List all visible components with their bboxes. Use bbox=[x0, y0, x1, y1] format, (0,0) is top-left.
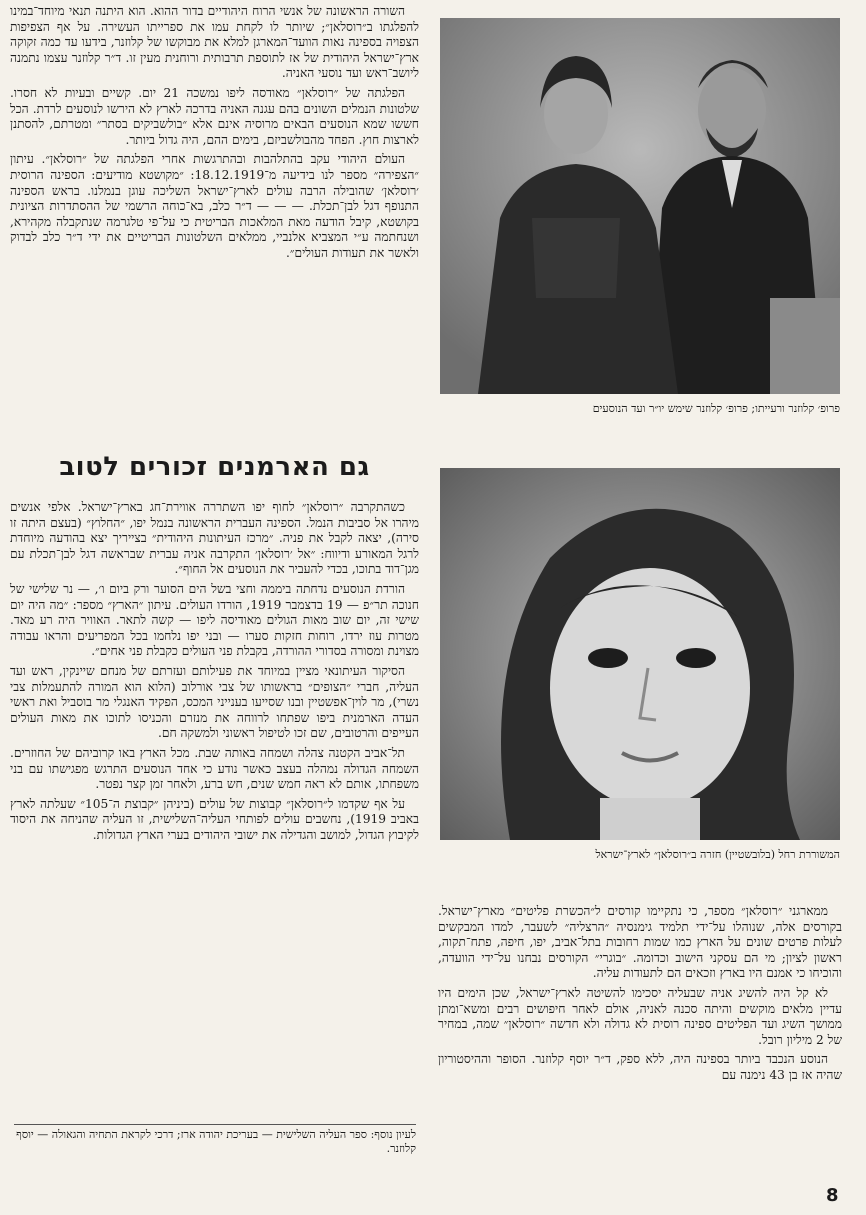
paragraph: תל־אביב הקטנה צהלה ושמחה באותה שבת. מכל הארץ באו קרוביהם של החוזרים. השמחה הגדולה נמהלה בעצב כאשר נודע כי אחד הנוסעים התרגש מפגישתו עם בני משפחתו, אותם לא ראה חמש שנים, חש ברע, ולאחר זמן קצר נפטר. bbox=[10, 745, 419, 792]
photo-caption-couple: פרופ׳ קלוזנר ורעייתו; פרופ׳ קלוזנר שימש יו״ר ועד הנוסעים bbox=[592, 402, 840, 415]
paragraph: הורדת הנוסעים נדחתה ביממה וחצי בשל הים הסוער ורק ביום ו׳, — נר שלישי של חנוכה תר״פ — 19 בדצמבר 1919, הורדו העולים. עיתון ״הארץ״ מספר: ״מה היה יום שישי זה, יום שוב מאות הגולים מאודיסה ליפו — קשה לתאר. האוויר היה רע מאד. מטרות עוז ירדו, רוחות חזקות סערו — ובני יפו נלחמו בכל המפריעים והראו עבודה מצוינת ומסורה בסדורי ההורדה, בקבלת פני העולים כקבלת פני אחים״. bbox=[10, 581, 419, 659]
footnote-divider bbox=[14, 1124, 416, 1125]
photo-poet-rachel bbox=[440, 468, 840, 840]
photo-caption-woman: המשוררת רחל (בלובשטיין) חזרה ב״רוסלאן״ לארץ־ישראל bbox=[595, 848, 840, 861]
paragraph: ממארגני ״רוסלאן״ מספר, כי נתקיימו קורסים ל״הכשרת פליטים״ מארץ־ישראל. בקורסים אלה, שנוהלו על־ידי תלמיד גימנסיה ״הרצליה״ לשעבר, למדו המבקשים לעלות פרטים שונים על הארץ כמו שמות רחובות בתל־אביב, יפו, חיפה, פתח־תקוה, ראשון לציון; מי הם עסקני הישוב וכדומה. ״בוגרי״ הקורסים נבחנו על־ידי הוועדה, והוכיחו כי אמנם היו בארץ וזכאים הם לתעודות עליה. bbox=[438, 904, 842, 981]
paragraph: כשהתקרבה ״רוסלאן״ לחוף יפו השתררה אווירת־חג בארץ־ישראל. אלפי אנשים מיהרו אל סביבות הנמל. הספינה העברית הראשונה בנמל יפו, ״החלוץ״ (בעצם היתה זו סירה), יצאה לקבל את פניה. ״מרכז העיתונות היהודית״ בצייריך יצא בהודעה מיוחדת לרגל המאורע ודיווח: ״אל ׳רוסלאן׳ התקרבה אניה עברית שבראשה דגל לבן־תכלת עם מגן־דוד בתוכו, בכדי להעביר את הנוסעים אל החוף״. bbox=[10, 500, 419, 577]
paragraph: הסיקור העיתונאי מציין במיוחד את פעילותם ועזרתם של מנחם שיינקין, ראש ועד העליה, חברי ״הצופים״ בראשותו של צבי אורלוב (הלוא הוא המורה להתעמלות צבי נשרי), מר לוין־אפשטיין ובנו שסייעו בענייני המכס, הפקיד האנגלי מר בוסביל ואת ראשי העדה הארמנית ביפו שפתחו לרווחה את מנזרם והכניסו לתוכו את מאות העולים העייפים והרטובים, שם זכו לטיפול ראשוני ולמשקה חם. bbox=[10, 663, 419, 741]
paragraph: הנוסע הנכבד ביותר בספינה היה, ללא ספק, ד״ר יוסף קלוזנר. הסופר וההיסטוריון שהיה אז בן 43 נימנה עם bbox=[438, 1052, 842, 1082]
photo-klausner-couple bbox=[440, 18, 840, 394]
paragraph: לא קל היה להשיג אניה שבעליה יסכימו להשיטה לארץ־ישראל, שכן הימים היו עדיין מלאים מוקשים והיתה סכנה לאניה, אולם לאחר חיפושים רבים ומשא־ומתן ממושך השיג ועד הפליטים ספינה רוסית לא גדולה ולא חדשה ״רוסלאן״ שמה, במחיר של 2 מיליון רובל. bbox=[438, 985, 842, 1047]
paragraph: העולם היהודי עקב בהתלהבות ובהתרגשות אחרי הפלגתה של ״רוסלאן״. עיתון ״הצפירה״ מספר לנו בידיעה מ־18.12.1919: ״מקושטא מודיעים: הספינה הרוסית ׳רוסלאן׳ שהובילה הרבה עולים לארץ־ישראל השליכה עוגן בנמלנו. בראש הספינה התנופף דגל לבן־תכלת. — — — ד״ר כלב, בא־כוחה הרשמי של ההסתדרות הציונית בקושטא, קיבל הודעה מאת המלאכות הבריטית כי על־פי טלגרמה שנתקבלה מקהירא, ושנחתמה ע״י המצביא אלנביי, ממלאים השלטונות הבריטיים את ידי ד״ר כלב לבדוק ולאשר את תעודות העולים״. bbox=[10, 152, 419, 260]
section-headline: גם הארמנים זכורים לטוב bbox=[59, 452, 370, 482]
article-column-left bbox=[438, 904, 842, 1088]
paragraph: על אף שקדמו ל״רוסלאן״ קבוצות של עולים (ביניהן ״קבוצת ה־105״ שעלתה לארץ באביב 1919), נחשבים עולים לפותחי העליה־השלישית, זו העליה שהניחה את היסוד לקיבוץ הגדול, למושב והגדילה את ישובי היהודים בערי הארץ הגדולות. bbox=[10, 796, 419, 842]
page-number: 8 bbox=[826, 1185, 839, 1206]
article-column-top bbox=[10, 4, 419, 266]
footnote: לעיון נוסף: ספר העליה השלישית — בעריכת יהודה ארז; דרכי לקראת התחיה והגאולה — יוסף קלוזנר. bbox=[16, 1128, 416, 1155]
article-column-main bbox=[10, 500, 419, 847]
paragraph: השורה הראשונה של אנשי הרוח היהודיים בדור ההוא. הוא היתנה תנאי מיוחד־במינו להפלגתו ב״רוסלאן״; שיותר לו לקחת עמו את ספרייתו העשירה. על אף הצפיפות הצפויה בספינה נאות הוועד־המארגן למלא את מבוקשו של קלוזנר, בידעו עד כמה זקוקה ארץ־ישראל היהודית של אז לתוספת תרבותית ורוחנית מעין זו. ד״ר קלוזנר עצמו נתמנה ליושב־ראש ועד נוסעי האניה. bbox=[10, 4, 419, 81]
paragraph: הפלגתה של ״רוסלאן״ מאודסה ליפו נמשכה 21 יום. קשיים ובעיות לא חסרו. שלטונות הנמלים השונים בהם עגנה האניה בדרכה לארץ לא הירשו לנוסעים לרדת. הכל חששו שמא הנוסעים הבאים מרוסיה אינם אלא ״בולשביקים בסתר״ ומטרתם, להסתנן לארצות חוץ. הפחד מהבולשביזם, בימים ההם, היה גדול ביותר. bbox=[10, 85, 419, 147]
